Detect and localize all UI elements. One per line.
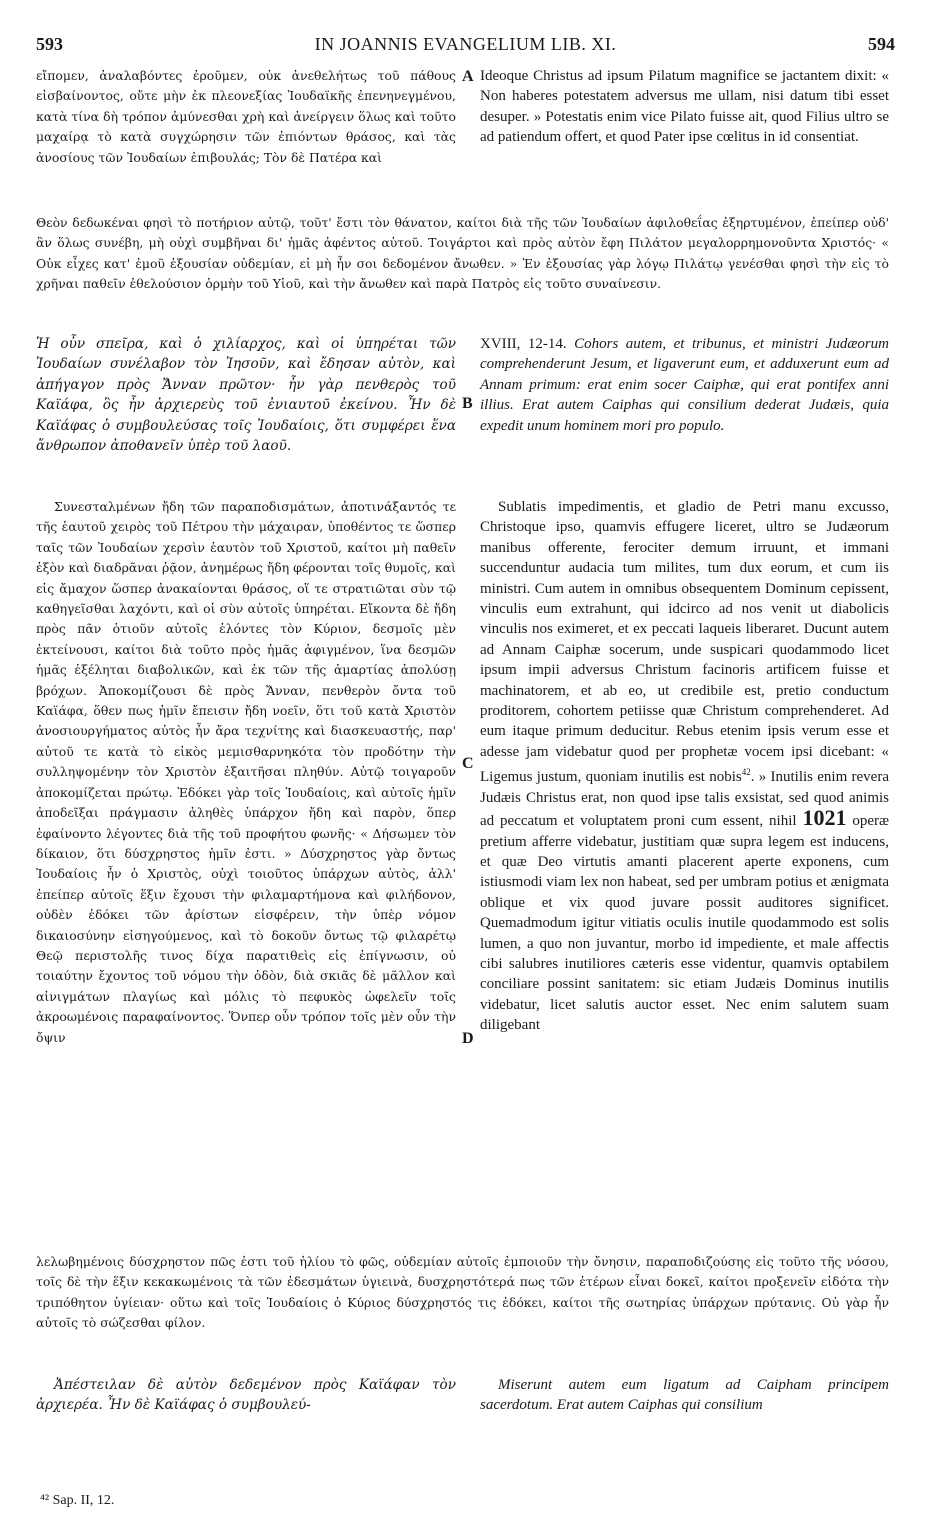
margin-marker-a: A [462,68,474,85]
greek-commentary: Συνεσταλμένων ἤδη τῶν παραποδισμάτων, ἀποτινάξαντός τε τῆς ἑαυτοῦ χειρὸς τοῦ Πέτρου τὴν μάχαιραν, ὑποθέντος τε ὥσπερ ταῖς τῶν Ἰουδαίων χερσὶν ἑαυτὸν τοῦ Χριστοῦ, καίτοι μὴ παθεῖν ἐξὸν καὶ διαδρᾶναι ῥᾷον, ἀνημέρως ἤδη φέρονται τοῖς θυμοῖς, καὶ εἰς ἄμαχον ὥσπερ ἀνακαίονται θράσος, οἵ τε στρατιῶται σὺν τῷ καθηγεῖσθαι λαχόντι, καὶ οἱ σὺν αὐτοῖς ὑπηρέται. Εἴκοντα δὲ ἤδη πρὸς πᾶν ὁτιοῦν αὐτοῖς ἑλόντες τὸν Κύριον, δεσμοῖς μὲν ἐκτείνουσι, καίτοι διὰ τοῦτο πρὸς ἡμᾶς ἀφιγμένον, ἵνα δεσμῶν ἡμᾶς ἐξέληται διαβολικῶν, καὶ ἐκ τῶν τῆς ἁμαρτίας ἀπολύσῃ βρόχων. Ἀποκομίζουσι δὲ πρὸς Ἄνναν, πενθερὸν ὄντα τοῦ Καϊάφα, ὅθεν πως ἡμῖν ἔπεισιν ἤδη νοεῖν, ὅτι τοῦ κατὰ Χριστὸν ἀνοσιουργήματος αὐτὸς ἦν ἄρα τεχνίτης καὶ διασκευαστής, παρ' αὐτοῦ τε κατὰ τὸ εἰκὸς μεμισθαρνηκότα τὸν προδότην τὴν συλληψομένην τὸν Χριστὸν ἐξαιτῆσαι πληθύν. Αὐτῷ τοιγαροῦν ἀποκομίζεται πρώτῳ. Ἐδόκει γὰρ τοῖς Ἰουδαίοις, καὶ αὐτοῖς ἡμῖν ἀποδεῖξαι πράγμασιν ἀληθὲς ὑπάρχον ἤδη καὶ παρὸν, ὅπερ ἐφαίνοντο λέγοντες διὰ τῆς τοῦ προφήτου φωνῆς· « Δήσωμεν τὸν δίκαιον, ὅτι δύσχρηστος ἡμῖν ἐστι. » Δύσχρηστος γὰρ ὄντως Ἰουδαίοις ἦν ὁ Χριστὸς, οὐχὶ τοιοῦτος ὑπάρχων αὐτὸς, ἀλλ' ἐπείπερ αὐτοῖς ἕξιν ἔχουσι τὴν φιλαμαρτήμονα καὶ φιλήδονον, οὐδὲν ἐδόκει τῶν ἀρίστων εἰσφέρειν, τὴν ὑπὲρ νόμον δικαιοσύνην εἰσηγούμενος, καὶ τὸ δοκοῦν ὄντως τῷ φιλαρέτῳ Θεῷ περιστολῆς τινος δίχα παρατιθεὶς εἰς ἐπίγνωσιν, οὐ τοιαύτην ἔχοντος τοῦ νόμου τὴν ὁδὸν, διὰ σκιᾶς δὲ μᾶλλον καὶ αἰνιγμάτων πλαγίως καὶ μόλις τὸ πεφυκὸς ὠφελεῖν τοῖς ἀκροωμένοις παραφαίνοντος. Ὅνπερ οὖν τρόπον τοῖς μὲν οὖν τὴν ὄψιν [36,499,456,1045]
margin-marker-d: D [462,1030,474,1047]
footnote: ⁴² Sap. II, 12. [40,1493,115,1508]
greek-paragraph-top: εἴπομεν, ἀναλαβόντες ἐροῦμεν, οὐκ ἀνεθελήτως τοῦ πάθους εἰσβαίνοντος, οὔτε μὴν ἐκ πλεονεξίας Ἰουδαϊκῆς ἐπενηνεγμένου, κατὰ τίνα δὴ τρόπον ἀμύνεσθαι χρὴ καὶ ἀνείργειν ὅλως καὶ τοῦτο μαχαίρᾳ τὸ κατὰ συγχώρησιν τῶν ἐπιόντων θράσος, καὶ τὰς ἀνοσίους τῶν Ἰουδαίων ἐπιβουλάς; Τὸν δὲ Πατέρα καὶ [36,68,456,165]
latin-commentary-part-3: operæ pretium afferre videbatur, justitiam quæ supra legem est inducens, et quæ Deo virtutis amanti placerent aperte exponens, cum istiusmodi viam lex non habeat, sed per umbram potius et ænigmata oblique et vix quod juvare possit auditores significet. Quemadmodum igitur vitiatis oculis inutile quodammodo est solis lumen, a quo non juvantur, morbo id impediente, et male affectis cibi salubres inutiliores cæteris esse videntur, quamvis optabilem conciliare possint sanitatem: sic etiam Judæis Dominus inutilis videbatur, licet salutis auctor esset. Nec enim salutem suam diligebant [480,813,889,1034]
margin-marker-b: B [462,395,473,412]
greek-paragraph-full-2: λελωβημένοις δύσχρηστον πῶς ἐστι τοῦ ἡλίου τὸ φῶς, οὐδεμίαν αὐτοῖς ἐμποιοῦν τὴν ὄνησιν, παραποδιζούσης εἰς τοῦτο τῆς νόσου, τοῖς δὲ τὴν ἕξιν κεκακωμένοις τὰ τῶν ἐδεσμάτων ὑγιεινὰ, δυσχρηστότερά πως τῶν ἑτέρων εἶναι δοκεῖ, καίτοι προξενεῖν εἰδότα τὴν τριπόθητον ὑγίειαν· οὕτω καὶ τοῖς Ἰουδαίοις ὁ Κύριος δύσχρηστός τις ἐδόκει, καίτοι τῆς σωτηρίας ὑπάρχων πρύτανις. Οὐ γὰρ ἦν αὐτοῖς τὸ σώζεσθαι φίλον. [36,1254,889,1331]
footnote-reference: 42 [741,767,751,778]
latin-paragraph-top: Ideoque Christus ad ipsum Pilatum magnifice se jactantem dixit: « Non haberes potestatem adversus me ullam, nisi datum tibi esset desuper. » Potestatis enim vice Pilato fuisse ait, quod Filius ultro se ad patiendum offert, et quod Pater ipse cœlitus in id consentiat. [480,68,889,146]
running-header [36,34,895,58]
lemma-text: Cohors autem, et tribunus, et ministri Judæorum comprehenderunt Jesum, et ligaverunt eum, et adduxerunt eum ad Annam primum: erat enim socer Caiphæ, qui erat pontifex anni illius. Erat autem Caiphas qui consilium dederat Judæis, quia expedit unum hominem mori pro populo. [480,336,889,434]
page-number-right: 594 [868,34,895,54]
latin-lemma-bottom: Miserunt autem eum ligatum ad Caipham principem sacerdotum. Erat autem Caiphas qui consilium [480,1377,889,1414]
greek-lemma-bottom: Ἀπέστειλαν δὲ αὐτὸν δεδεμένον πρὸς Καϊάφαν τὸν ἀρχιερέα. Ἦν δὲ Καϊάφας ὁ συμβουλεύ- [36,1377,456,1414]
margin-marker-c: C [462,755,474,772]
latin-lemma [480,334,889,436]
lemma-reference: XVIII, 12-14. [480,336,567,352]
greek-paragraph-full-1: Θεὸν δεδωκέναι φησὶ τὸ ποτήριον αὐτῷ, τοῦτ' ἔστι τὸν θάνατον, καίτοι διὰ τῆς τῶν Ἰουδαίων ἀφιλοθεΐας ἐξηρτυμένον, ἐπείπερ οὐδ' ἂν ὅλως συνέβη, μὴ οὐχὶ συμβῆναι δι' ἡμᾶς ἀφέντος αὐτοῦ. Τοιγάρτοι καὶ πρὸς αὐτὸν ἔφη Πιλάτον μεγαλορρημονοῦντα Χριστός· « Οὐκ εἶχες κατ' ἐμοῦ ἐξουσίαν οὐδεμίαν, εἰ μὴ ἦν σοι δεδομένον ἄνωθεν. » Ἐν ἐξουσίας γὰρ λόγῳ Πιλάτῳ γενέσθαι φησὶ τὴν εἰς τὸ χρῆναι παθεῖν ἐθελούσιον ὁρμὴν τοῦ Υἱοῦ, καὶ τὴν ἄνωθεν καὶ παρὰ Πατρὸς εἰς τοῦτο συναίνεσιν. [36,215,889,292]
latin-commentary-part-1: Sublatis impedimentis, et gladio de Petri manu excusso, Christoque ipso, quamvis effugere liceret, ultro se Judæorum manibus offerente, ferociter demum irruunt, et immani succenduntur audacia tum milites, tum dux eorum, et cum iis ministri. Cum autem in omnibus obsequentem Dominum cepissent, vinculis eum extrahunt, qui idcirco ad nos venit ut diabolicis vinculis nos eximeret, et ex peccati laqueis liberaret. Ducunt autem ad Annam Caiphæ socerum, unde suspicari quodammodo licet ipsum impii adversus Christum facinoris artificem fuisse et machinatorem, et ab eo, ut credibile est, pretio conductum proditorem, cohortem petiisse quæ Christum comprehenderet. Ad eum itaque primum deducitur. Rebus etenim ipsis verum esse et adesse jam videbatur quod per prophetæ vocem ipsi dicebant: « Ligemus justum, quoniam inutilis est nobis [480,499,889,786]
column-number: 1021 [802,805,847,831]
page-number-left: 593 [36,34,63,54]
latin-commentary-part-2: . » Inutilis enim revera Judæis Christus erat, non quod ipse talis exsistat, sed quod animis ad peccatum et voluptatem proni cum essent, nihil [480,769,889,830]
greek-lemma: Ἡ οὖν σπεῖρα, καὶ ὁ χιλίαρχος, καὶ οἱ ὑπηρέται τῶν Ἰουδαίων συνέλαβον τὸν Ἰησοῦν, καὶ ἔδησαν αὐτὸν, καὶ ἀπήγαγον πρὸς Ἄνναν πρῶτον· ἦν γὰρ πενθερὸς τοῦ Καϊάφα, ὃς ἦν ἀρχιερεὺς τοῦ ἐνιαυτοῦ ἐκείνου. Ἦν δὲ Καϊάφας ὁ συμβουλεύσας τοῖς Ἰουδαίοις, ὅτι συμφέρει ἕνα ἄνθρωπον ἀποθανεῖν ὑπὲρ τοῦ λαοῦ. [36,336,456,455]
running-title: IN JOANNIS EVANGELIUM LIB. XI. [314,34,617,54]
latin-commentary [480,497,889,1036]
